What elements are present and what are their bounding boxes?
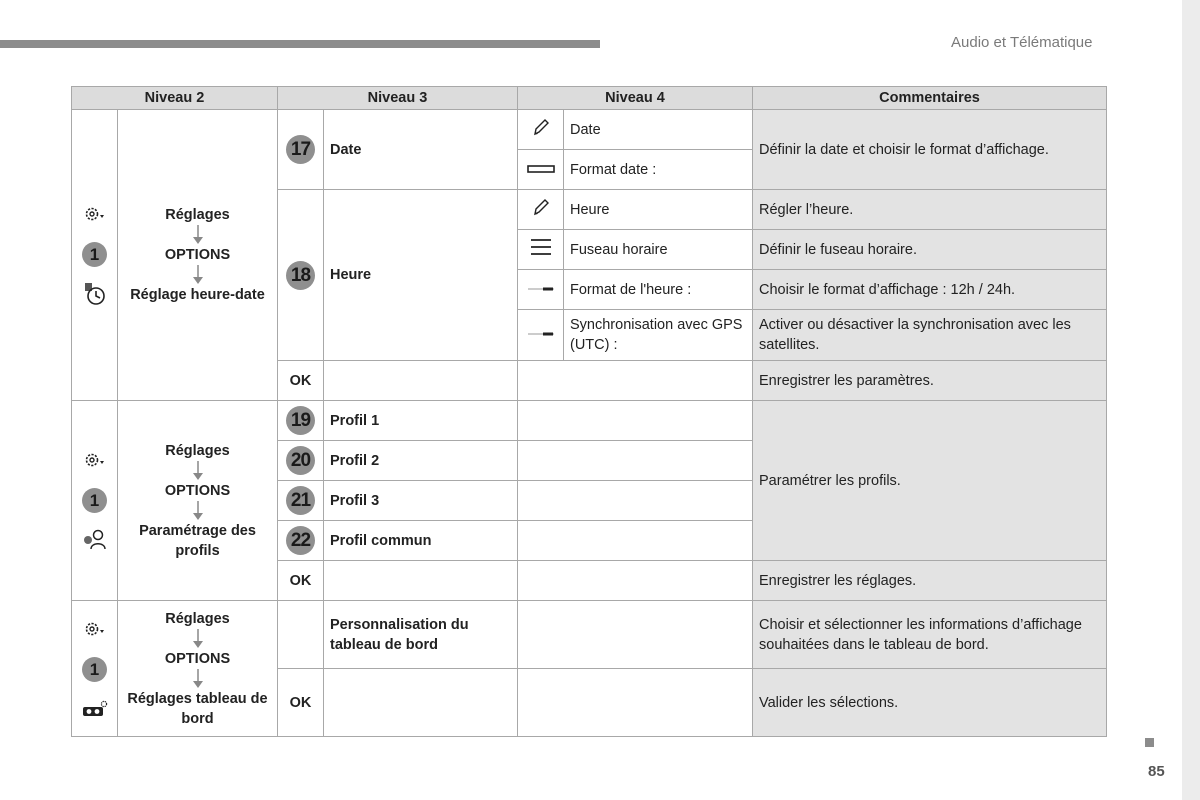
comment-cell: Définir le fuseau horaire. — [753, 230, 1107, 270]
level3-label: Profil 2 — [324, 441, 518, 481]
comment-cell: Définir la date et choisir le format d’affichage. — [753, 110, 1107, 190]
menu-step-options: OPTIONS — [164, 247, 231, 263]
table-row — [72, 601, 1107, 669]
level4-label: Heure — [564, 190, 753, 230]
profile-icon — [81, 527, 109, 551]
arrow-down-icon — [191, 501, 205, 521]
empty-cell — [518, 361, 753, 401]
comment-cell: Choisir le format d’affichage : 12h / 24h. — [753, 270, 1107, 310]
level4-label: Date — [564, 110, 753, 150]
ok-button-label: OK — [278, 669, 324, 737]
step-number: 1 — [82, 242, 107, 267]
step-badge-cell — [278, 190, 324, 361]
level4-icon-cell — [518, 110, 564, 150]
level4-icon-cell — [518, 190, 564, 230]
level4-icon-cell — [518, 230, 564, 270]
menu-step-target: Paramétrage des profils — [139, 522, 256, 559]
step-badge: 22 — [286, 526, 315, 555]
comment-cell: Choisir et sélectionner les informations d’affichage souhaitées dans le tableau de bord. — [753, 601, 1107, 669]
level1-cell — [72, 601, 118, 737]
level1-cell — [72, 401, 118, 601]
arrow-down-icon — [191, 629, 205, 649]
bar-icon — [527, 164, 555, 174]
table-row — [72, 110, 1107, 150]
level3-label: Profil commun — [324, 521, 518, 561]
menu-step-reglages: Réglages — [165, 610, 230, 627]
level2-menu-cell — [118, 110, 278, 401]
dashboard-icon — [81, 700, 109, 718]
level3-label: Profil 3 — [324, 481, 518, 521]
empty-cell — [518, 441, 753, 481]
comment-cell: Paramétrer les profils. — [753, 401, 1107, 561]
col-niveau-4: Niveau 4 — [518, 87, 753, 110]
page-edge-strip — [1182, 0, 1200, 800]
step-badge-cell — [278, 521, 324, 561]
level4-label: Synchronisation avec GPS (UTC) : — [564, 310, 753, 361]
level3-label: Profil 1 — [324, 401, 518, 441]
step-badge: 20 — [286, 446, 315, 475]
comment-cell: Activer ou désactiver la synchronisation avec les satellites. — [753, 310, 1107, 361]
level2-menu-cell — [118, 401, 278, 601]
ok-button-label: OK — [278, 361, 324, 401]
empty-cell — [518, 521, 753, 561]
level3-label: Heure — [324, 190, 518, 361]
settings-icon — [83, 204, 107, 224]
step-badge: 19 — [286, 406, 315, 435]
level4-icon-cell — [518, 310, 564, 361]
empty-cell — [518, 401, 753, 441]
step-badge-cell — [278, 401, 324, 441]
level1-cell — [72, 110, 118, 401]
table-header-row — [72, 87, 1107, 110]
arrow-down-icon — [191, 461, 205, 481]
step-badge-cell — [278, 481, 324, 521]
col-niveau-2: Niveau 2 — [72, 87, 278, 110]
step-badge-cell — [278, 110, 324, 190]
level4-label: Format de l'heure : — [564, 270, 753, 310]
header-bar — [0, 40, 600, 48]
section-title: Audio et Télématique — [951, 34, 1093, 51]
empty-cell — [518, 481, 753, 521]
ok-button-label: OK — [278, 561, 324, 601]
level4-label: Format date : — [564, 150, 753, 190]
level4-icon-cell — [518, 270, 564, 310]
comment-cell: Régler l’heure. — [753, 190, 1107, 230]
pencil-icon — [531, 117, 551, 137]
toggle-icon — [527, 329, 555, 339]
settings-icon — [83, 450, 107, 470]
comment-cell: Enregistrer les paramètres. — [753, 361, 1107, 401]
menu-step-target: Réglages tableau de bord — [127, 690, 268, 727]
menu-icon — [529, 237, 553, 257]
col-niveau-3: Niveau 3 — [278, 87, 518, 110]
menu-step-target: Réglage heure-date — [130, 287, 265, 303]
arrow-down-icon — [191, 669, 205, 689]
level4-label: Fuseau horaire — [564, 230, 753, 270]
menu-step-reglages: Réglages — [165, 442, 230, 459]
settings-icon — [83, 619, 107, 639]
level2-menu-cell — [118, 601, 278, 737]
col-commentaires: Commentaires — [753, 87, 1107, 110]
empty-cell — [518, 601, 753, 669]
step-badge: 21 — [286, 486, 315, 515]
settings-table — [71, 86, 1107, 737]
page-number: 85 — [1148, 763, 1165, 780]
comment-cell: Valider les sélections. — [753, 669, 1107, 737]
corner-marker — [1145, 738, 1154, 747]
comment-cell: Enregistrer les réglages. — [753, 561, 1107, 601]
menu-step-options: OPTIONS — [164, 482, 231, 499]
clock-icon — [82, 281, 108, 307]
level3-label: Personnalisation du tableau de bord — [324, 601, 518, 669]
pencil-icon — [531, 197, 551, 217]
arrow-down-icon — [191, 265, 205, 285]
table-row — [72, 401, 1107, 441]
step-badge: 18 — [286, 261, 315, 290]
step-badge-cell — [278, 441, 324, 481]
level4-icon-cell — [518, 150, 564, 190]
step-number: 1 — [82, 488, 107, 513]
empty-cell — [324, 669, 518, 737]
step-number: 1 — [82, 657, 107, 682]
menu-step-options: OPTIONS — [164, 650, 231, 667]
level3-label: Date — [324, 110, 518, 190]
empty-cell — [518, 561, 753, 601]
empty-cell — [278, 601, 324, 669]
toggle-icon — [527, 284, 555, 294]
empty-cell — [324, 561, 518, 601]
menu-step-reglages: Réglages — [165, 207, 230, 223]
empty-cell — [324, 361, 518, 401]
arrow-down-icon — [191, 225, 205, 245]
empty-cell — [518, 669, 753, 737]
step-badge: 17 — [286, 135, 315, 164]
